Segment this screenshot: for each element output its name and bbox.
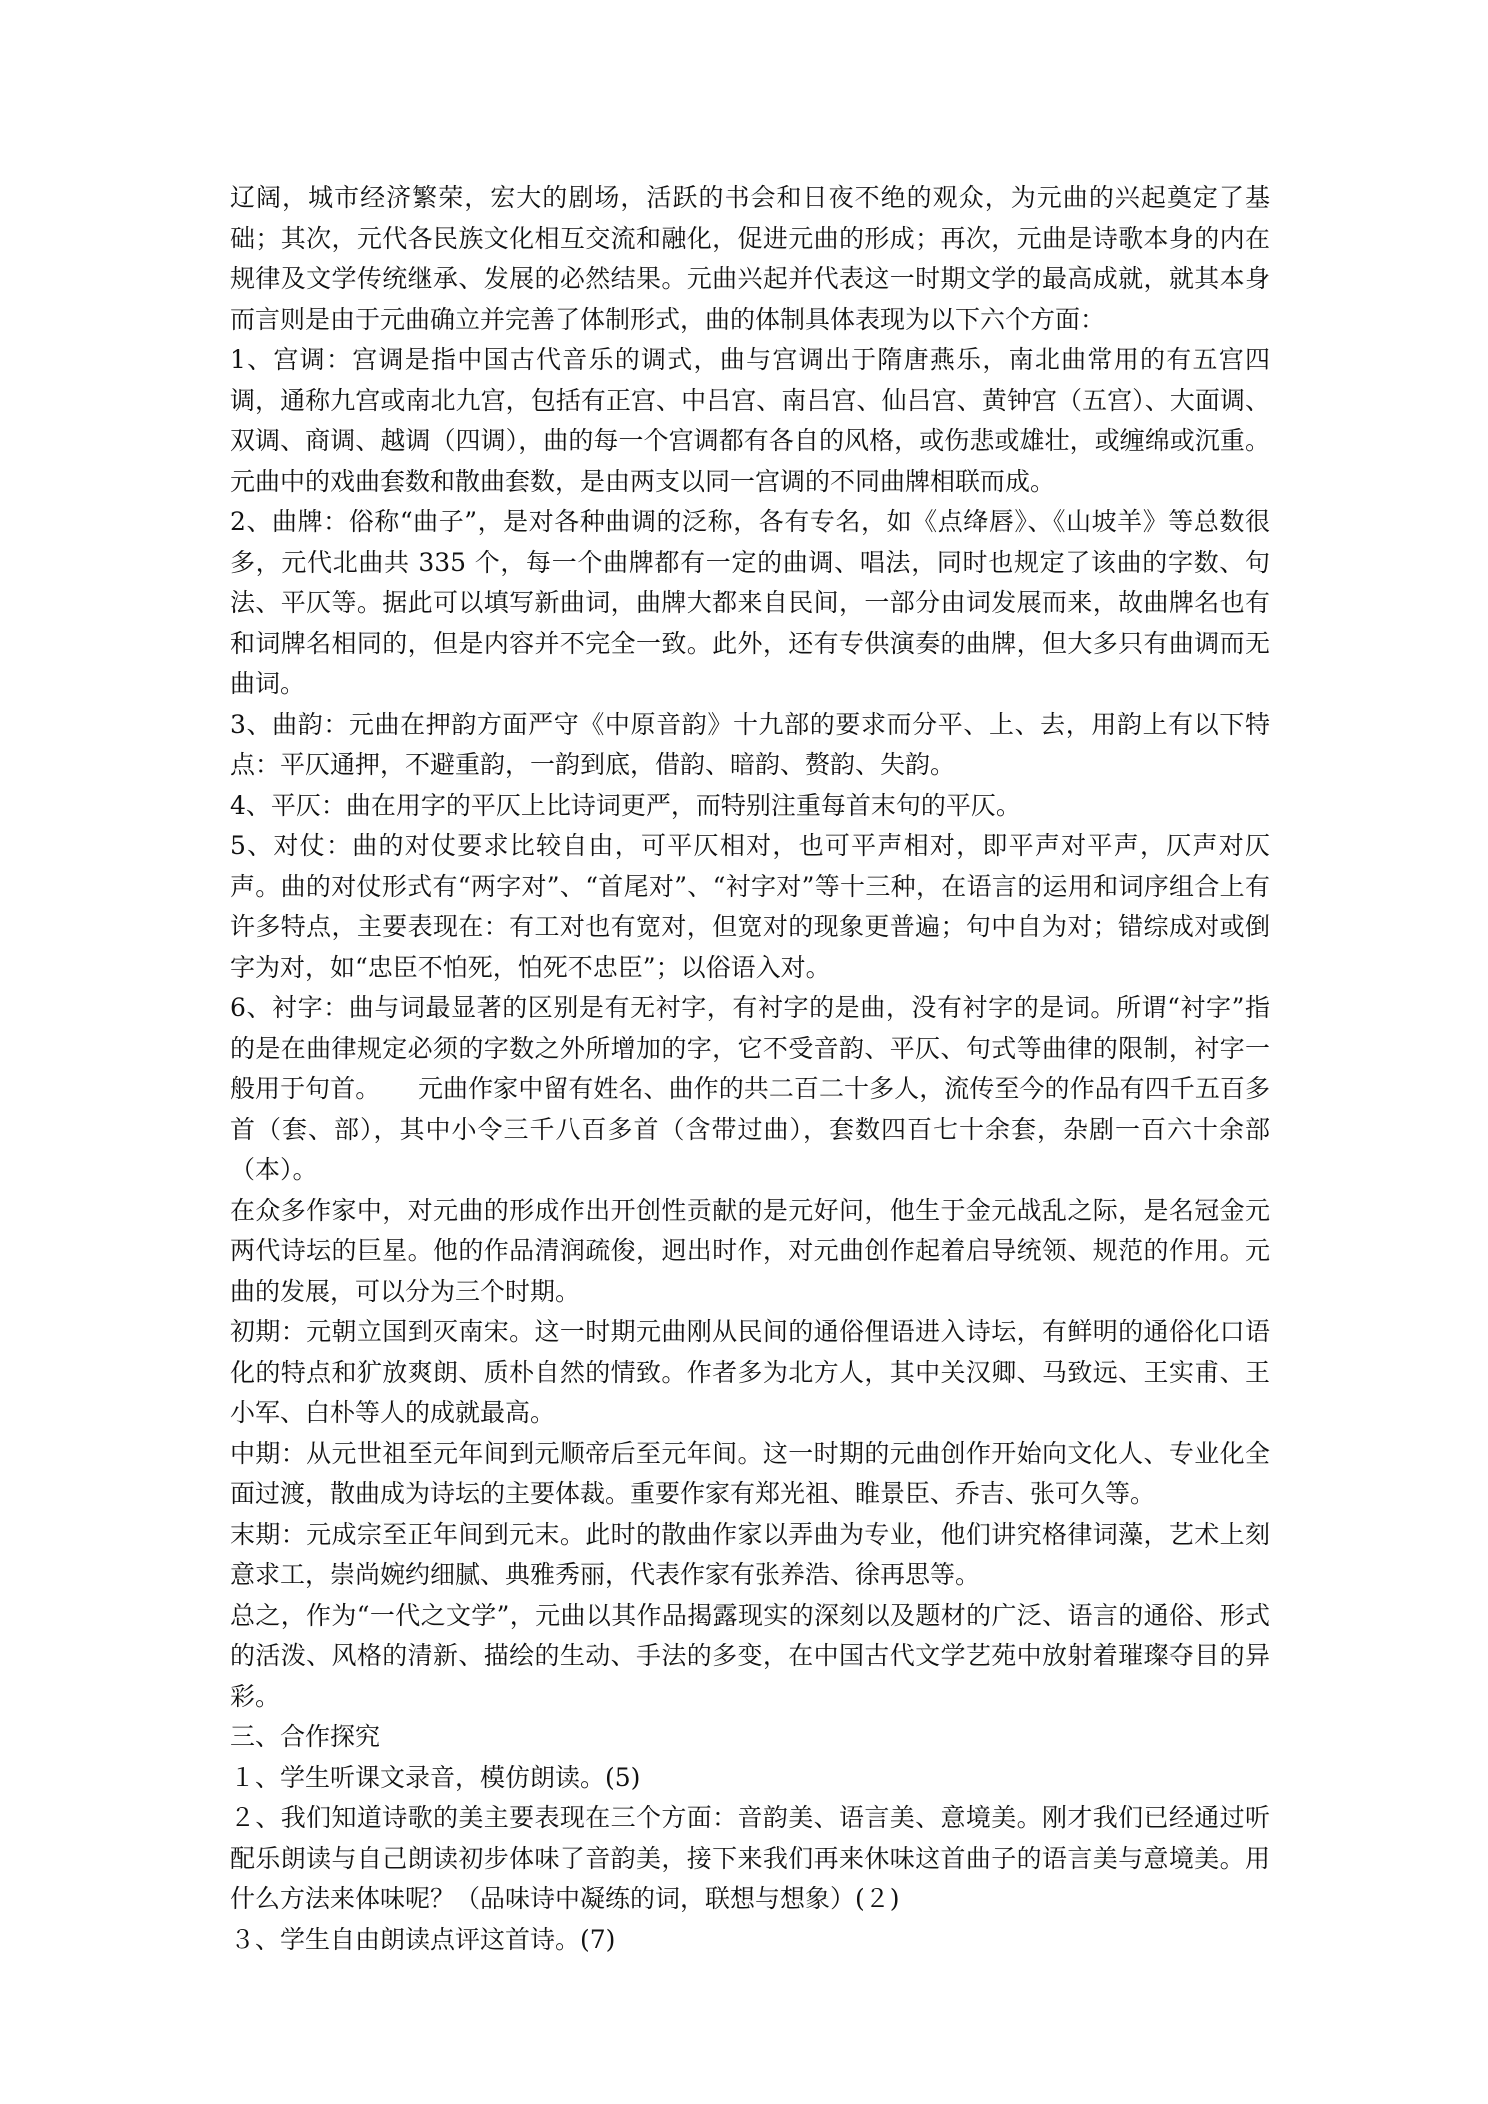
paragraph-qupai: 2、曲牌：俗称“曲子”，是对各种曲调的泛称，各有专名，如《点绛唇》、《山坡羊》等总数很多，元代北曲共 335 个，每一个曲牌都有一定的曲调、唱法，同时也规定了该曲的字数、句法、平仄等。据此可以填写新曲词，曲牌大都来自民间，一部分由词发展而来，故曲牌名也有和词牌名相同的，但是内容并不完全一致。此外，还有专供演奏的曲牌，但大多只有曲调而无曲词。: [230, 507, 1270, 698]
paragraph-intro: 辽阔，城市经济繁荣，宏大的剧场，活跃的书会和日夜不绝的观众，为元曲的兴起奠定了基础；其次，元代各民族文化相互交流和融化，促进元曲的形成；再次，元曲是诗歌本身的内在规律及文学传统继承、发展的必然结果。元曲兴起并代表这一时期文学的最高成就，就其本身而言则是由于元曲确立并完善了体制形式，曲的体制具体表现为以下六个方面：: [230, 183, 1270, 334]
list-item-2: ２、我们知道诗歌的美主要表现在三个方面：音韵美、语言美、意境美。刚才我们已经通过听配乐朗读与自己朗读初步体味了音韵美，接下来我们再来休味这首曲子的语言美与意境美。用什么方法来体味呢？（品味诗中凝练的词，联想与想象）(２): [230, 1803, 1270, 1913]
list-item-3: ３、学生自由朗读点评这首诗。(7): [230, 1924, 616, 1954]
section-heading-cooperation: 三、合作探究: [230, 1722, 381, 1751]
document-page: [230, 178, 1270, 1960]
paragraph-middle-period: 中期：从元世祖至元年间到元顺帝后至元年间。这一时期的元曲创作开始向文化人、专业化全面过渡，散曲成为诗坛的主要体裁。重要作家有郑光祖、睢景臣、乔吉、张可久等。: [230, 1438, 1270, 1508]
paragraph-gongdiao: 1、宫调：宫调是指中国古代音乐的调式，曲与宫调出于隋唐燕乐，南北曲常用的有五宫四调，通称九宫或南北九宫，包括有正宫、中吕宫、南吕宫、仙吕宫、黄钟宫（五宫）、大面调、双调、商调、越调（四调），曲的每一个宫调都有各自的风格，或伤悲或雄壮，或缠绵或沉重。元曲中的戏曲套数和散曲套数，是由两支以同一宫调的不同曲牌相联而成。: [230, 345, 1270, 496]
paragraph-duizhang: 5、对仗：曲的对仗要求比较自由，可平仄相对，也可平声相对，即平声对平声，仄声对仄声。曲的对仗形式有“两字对”、“首尾对”、“衬字对”等十三种，在语言的运用和词序组合上有许多特点，主要表现在：有工对也有宽对，但宽对的现象更普遍；句中自为对；错综成对或倒字为对，如“忠臣不怕死，怕死不忠臣”；以俗语入对。: [230, 831, 1270, 982]
paragraph-pingze: 4、平仄：曲在用字的平仄上比诗词更严，而特别注重每首末句的平仄。: [230, 790, 1021, 820]
paragraph-chenzi: 6、衬字：曲与词最显著的区别是有无衬字，有衬字的是曲，没有衬字的是词。所谓“衬字”指的是在曲律规定必须的字数之外所增加的字，它不受音韵、平仄、句式等曲律的限制，衬字一般用于句首。 元曲作家中留有姓名、曲作的共二百二十多人，流传至今的作品有四千五百多首（套、部），其中小令三千八百多首（含带过曲），套数四百七十余套，杂剧一百六十余部（本）。: [230, 993, 1270, 1184]
paragraph-quyun: 3、曲韵：元曲在押韵方面严守《中原音韵》十九部的要求而分平、上、去，用韵上有以下特点：平仄通押，不避重韵，一韵到底，借韵、暗韵、赘韵、失韵。: [230, 709, 1270, 779]
paragraph-summary: 总之，作为“一代之文学”，元曲以其作品揭露现实的深刻以及题材的广泛、语言的通俗、形式的活泼、风格的清新、描绘的生动、手法的多变，在中国古代文学艺苑中放射着璀璨夺目的异彩。: [230, 1600, 1270, 1711]
paragraph-yuan-haowen: 在众多作家中，对元曲的形成作出开创性贡献的是元好问，他生于金元战乱之际，是名冠金元两代诗坛的巨星。他的作品清润疏俊，迥出时作，对元曲创作起着启导统领、规范的作用。元曲的发展，可以分为三个时期。: [230, 1195, 1270, 1306]
paragraph-early-period: 初期：元朝立国到灭南宋。这一时期元曲刚从民间的通俗俚语进入诗坛，有鲜明的通俗化口语化的特点和犷放爽朗、质朴自然的情致。作者多为北方人，其中关汉卿、马致远、王实甫、王小军、白朴等人的成就最高。: [230, 1317, 1270, 1427]
paragraph-late-period: 末期：元成宗至正年间到元末。此时的散曲作家以弄曲为专业，他们讲究格律词藻，艺术上刻意求工，崇尚婉约细腻、典雅秀丽，代表作家有张养浩、徐再思等。: [230, 1519, 1270, 1589]
list-item-1: １、学生听课文录音，模仿朗读。(5): [230, 1762, 641, 1792]
